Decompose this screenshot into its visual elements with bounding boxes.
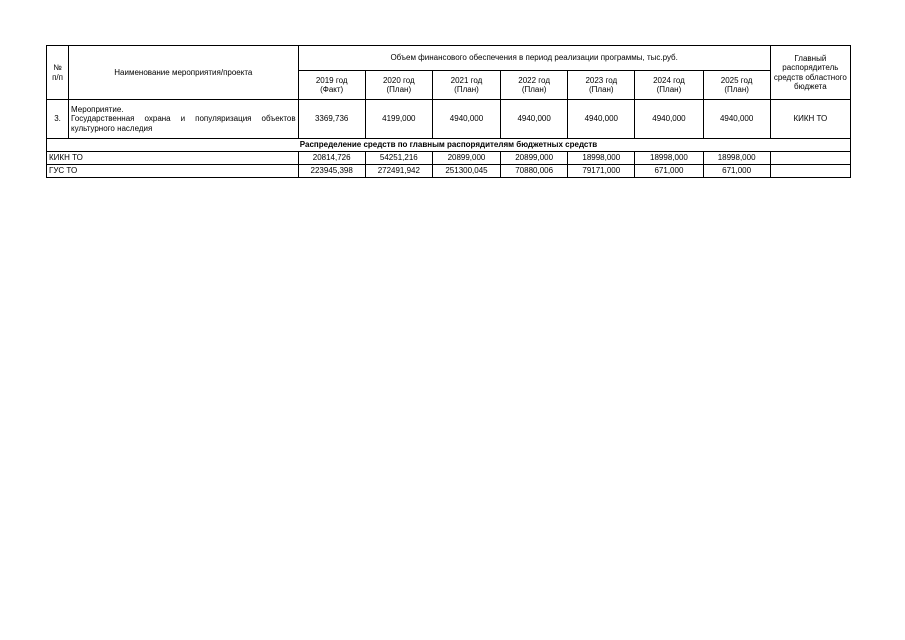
header-year-cell (432, 71, 500, 100)
header-volume-cell: Объем финансового обеспечения в период реализации программы, тыс.руб. (298, 46, 770, 71)
header-year-cell (298, 71, 365, 100)
distribution-value: 20899,000 (432, 152, 500, 165)
activity-row (47, 100, 851, 139)
year-label: 2022 год (518, 75, 550, 85)
activity-value: 4940,000 (568, 100, 635, 139)
activity-value: 4940,000 (501, 100, 568, 139)
distribution-value: 18998,000 (635, 152, 703, 165)
distribution-value: 671,000 (703, 165, 770, 178)
document-page (46, 45, 851, 178)
distribution-value: 671,000 (635, 165, 703, 178)
distribution-value: 251300,045 (432, 165, 500, 178)
header-year-cell (365, 71, 432, 100)
activity-value: 4940,000 (635, 100, 703, 139)
distribution-empty-cell (770, 165, 850, 178)
distribution-value: 223945,398 (298, 165, 365, 178)
year-type: (План) (724, 85, 749, 94)
year-label: 2019 год (315, 75, 348, 85)
distribution-row (47, 152, 851, 165)
activity-name-line2: Государственная охрана и популяризация объектов культурного наследия (71, 114, 296, 133)
header-year-cell (703, 71, 770, 100)
distribution-value: 70880,006 (501, 165, 568, 178)
year-label: 2023 год (585, 75, 618, 85)
activity-value: 4940,000 (703, 100, 770, 139)
distribution-value: 18998,000 (568, 152, 635, 165)
header-name-cell: Наименование мероприятия/проекта (69, 46, 299, 100)
year-type: (План) (521, 85, 547, 94)
activity-value: 3369,736 (298, 100, 365, 139)
distribution-empty-cell (770, 152, 850, 165)
year-label: 2020 год (382, 75, 415, 85)
year-label: 2025 год (720, 75, 753, 85)
distribution-value: 20814,726 (298, 152, 365, 165)
activity-name (69, 100, 299, 139)
distribution-value: 79171,000 (568, 165, 635, 178)
activity-value: 4199,000 (365, 100, 432, 139)
distribution-value: 20899,000 (501, 152, 568, 165)
distribution-label: ГУС ТО (47, 165, 299, 178)
distribution-value: 18998,000 (703, 152, 770, 165)
distribution-value: 272491,942 (365, 165, 432, 178)
financing-table (46, 45, 851, 178)
year-type: (Факт) (320, 85, 344, 94)
activity-manager: КИКН ТО (770, 100, 850, 139)
year-type: (План) (656, 85, 682, 94)
year-label: 2024 год (653, 75, 685, 85)
activity-value: 4940,000 (432, 100, 500, 139)
year-type: (План) (454, 85, 479, 94)
header-year-cell (501, 71, 568, 100)
year-type: (План) (386, 85, 412, 94)
header-manager-cell: Главный распорядитель средств областного бюджета (770, 46, 850, 100)
year-label: 2021 год (450, 75, 483, 85)
header-row-1 (47, 46, 851, 71)
header-year-cell (568, 71, 635, 100)
year-type: (План) (588, 85, 614, 94)
distribution-value: 54251,216 (365, 152, 432, 165)
distribution-title-row (47, 139, 851, 152)
activity-name-line1: Мероприятие. (71, 105, 124, 115)
distribution-label: КИКН ТО (47, 152, 299, 165)
activity-number: 3. (47, 100, 69, 139)
header-number-cell: № п/п (47, 46, 69, 100)
header-year-cell (635, 71, 703, 100)
distribution-row (47, 165, 851, 178)
distribution-title: Распределение средств по главным распорядителям бюджетных средств (47, 139, 851, 152)
